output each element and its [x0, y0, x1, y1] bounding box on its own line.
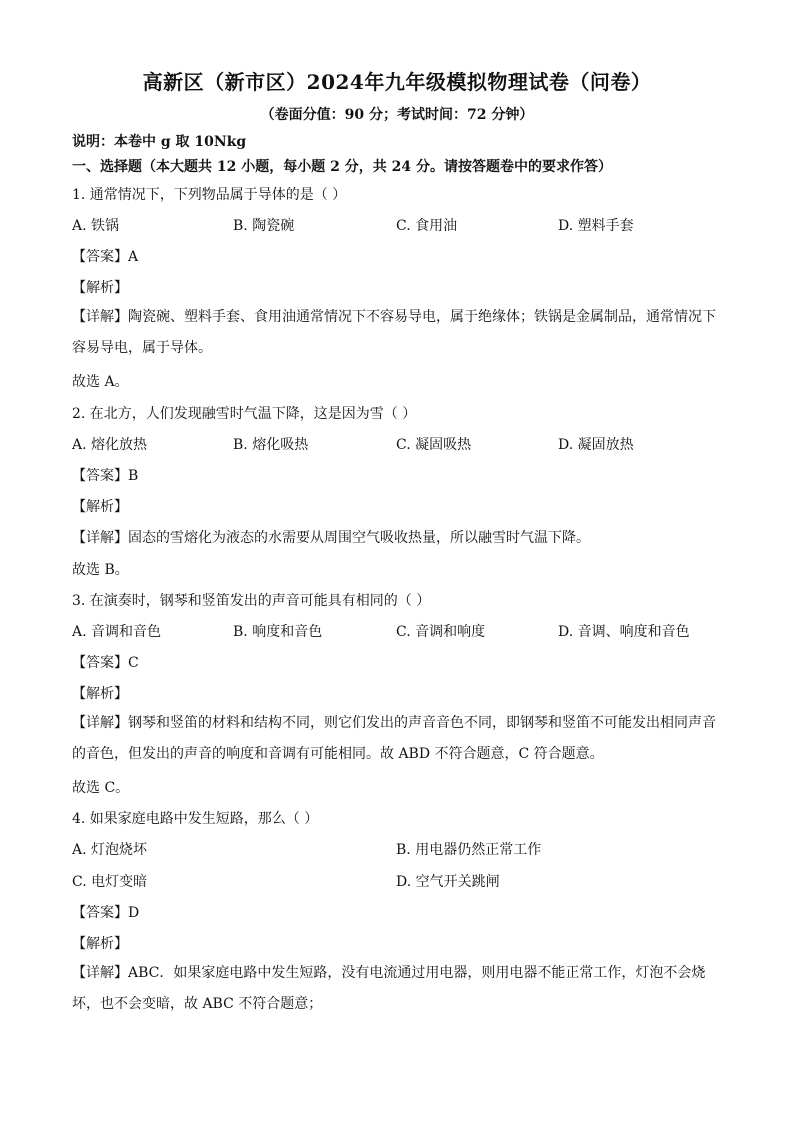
question-3-conclusion: 故选 C。 [72, 780, 130, 796]
question-4-option-c: C. 电灯变暗 [72, 874, 148, 890]
question-2-option-c: C. 凝固吸热 [396, 437, 472, 453]
question-3-option-d: D. 音调、响度和音色 [558, 624, 690, 640]
question-1-analysis: 【解析】 [72, 280, 128, 296]
question-3-analysis: 【解析】 [72, 686, 128, 702]
question-4-detail: 【详解】ABC．如果家庭电路中发生短路，没有电流通过用电器，则用电器不能正常工作，灯泡不会烧坏，也不会变暗，故 ABC 不符合题意； [72, 965, 706, 1012]
question-3-answer: 【答案】C [72, 655, 139, 671]
question-2-conclusion: 故选 B。 [72, 562, 129, 578]
question-2-stem: 2. 在北方，人们发现融雪时气温下降，这是因为雪（ ） [72, 406, 417, 422]
question-4-answer: 【答案】D [72, 905, 140, 921]
question-3-detail: 【详解】钢琴和竖笛的材料和结构不同，则它们发出的声音音色不同，即钢琴和竖笛不可能发出相同声音的音色，但发出的声音的响度和音调有可能相同。故 ABD 不符合题意，C 符合题意。 [72, 715, 716, 762]
question-2-option-a: A. 熔化放热 [72, 437, 148, 453]
page-title: 高新区（新市区）2024年九年级模拟物理试卷（问卷） [142, 70, 652, 94]
question-1-conclusion: 故选 A。 [72, 374, 129, 390]
question-2-detail: 【详解】固态的雪熔化为液态的水需要从周围空气吸收热量，所以融雪时气温下降。 [72, 530, 590, 546]
question-4-option-a: A. 灯泡烧坏 [72, 842, 148, 858]
question-1-option-b: B. 陶瓷碗 [233, 218, 295, 234]
question-2-answer: 【答案】B [72, 468, 139, 484]
question-3-option-c: C. 音调和响度 [396, 624, 486, 640]
question-4-analysis: 【解析】 [72, 936, 128, 952]
question-4-stem: 4. 如果家庭电路中发生短路，那么（ ） [72, 811, 319, 827]
question-4-option-b: B. 用电器仍然正常工作 [396, 842, 542, 858]
question-3-option-a: A. 音调和音色 [72, 624, 162, 640]
question-3-stem: 3. 在演奏时，钢琴和竖笛发出的声音可能具有相同的（ ） [72, 593, 431, 609]
question-1-detail: 【详解】陶瓷碗、塑料手套、食用油通常情况下不容易导电，属于绝缘体；铁锅是金属制品，通常情况下容易导电，属于导体。 [72, 309, 716, 356]
question-3-option-b: B. 响度和音色 [233, 624, 323, 640]
question-1-stem: 1. 通常情况下，下列物品属于导体的是（ ） [72, 187, 347, 203]
question-1-option-d: D. 塑料手套 [558, 218, 634, 234]
question-2-option-d: D. 凝固放热 [558, 437, 634, 453]
exam-note: 说明：本卷中 g 取 10Nkg [72, 134, 247, 150]
question-2-analysis: 【解析】 [72, 499, 128, 515]
question-1-option-c: C. 食用油 [396, 218, 458, 234]
exam-info: （卷面分值：90 分；考试时间：72 分钟） [260, 107, 534, 123]
section-heading: 一、选择题（本大题共 12 小题，每小题 2 分，共 24 分。请按答题卷中的要求作答） [72, 159, 612, 175]
question-1-option-a: A. 铁锅 [72, 218, 120, 234]
question-2-option-b: B. 熔化吸热 [233, 437, 309, 453]
question-1-answer: 【答案】A [72, 249, 139, 265]
question-4-option-d: D. 空气开关跳闸 [396, 874, 500, 890]
